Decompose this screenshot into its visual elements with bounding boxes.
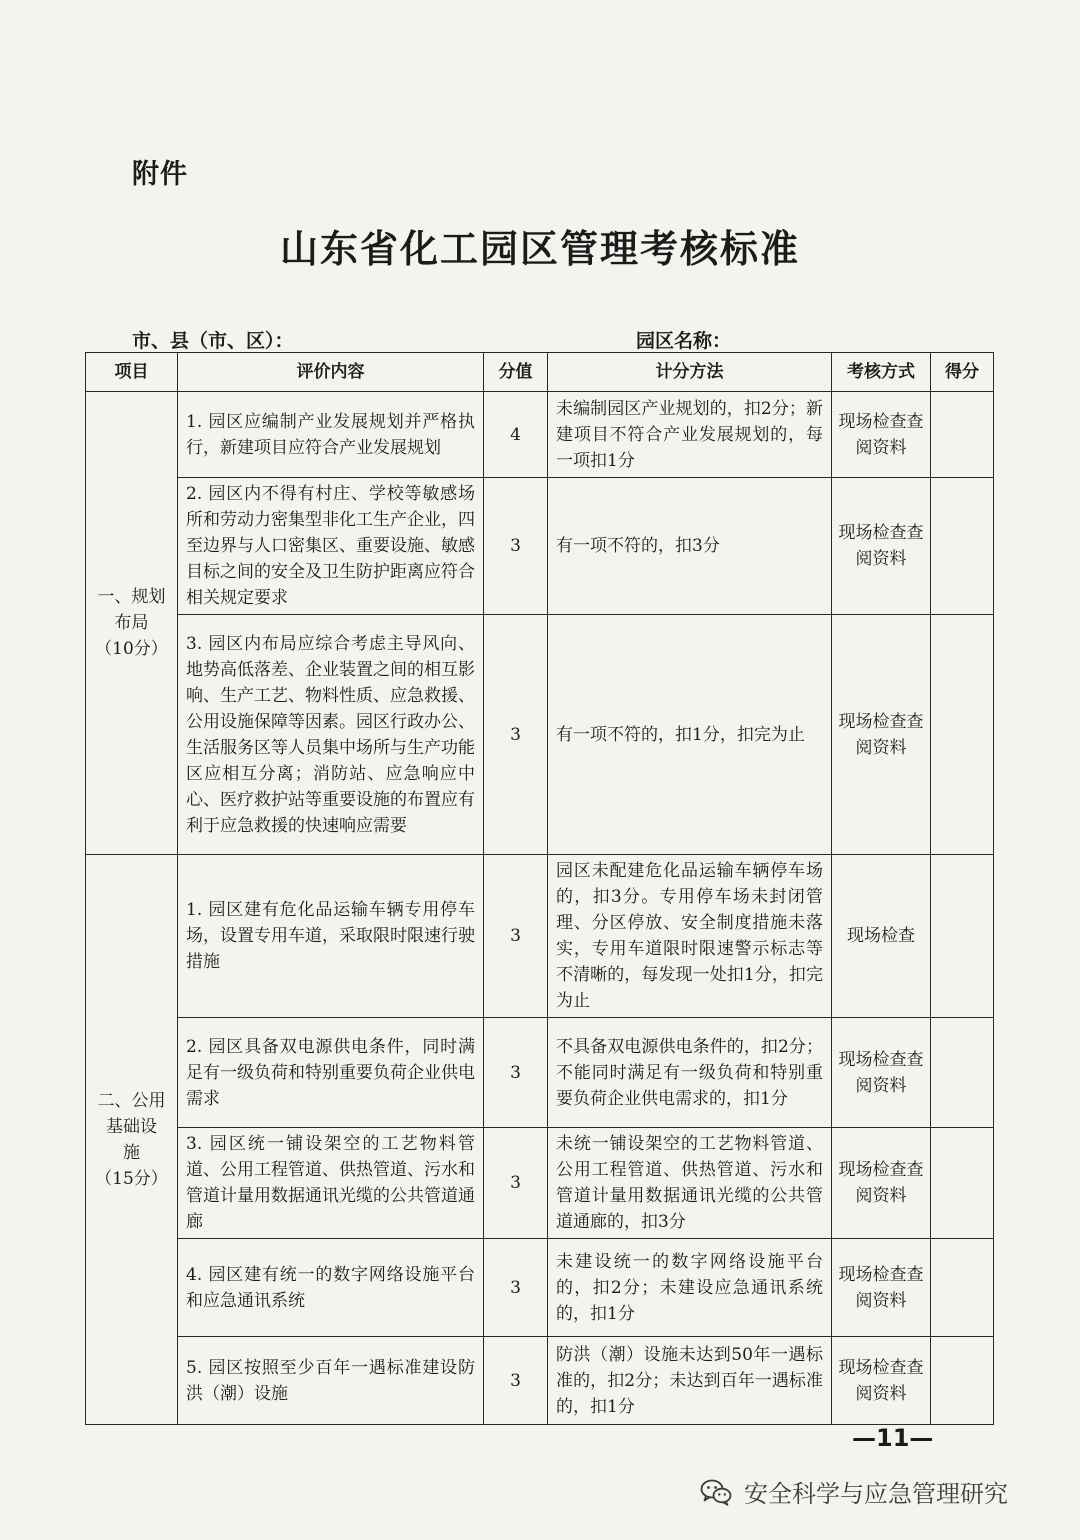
- attachment-label: 附件: [132, 159, 188, 190]
- scoring-method: 有一项不符的，扣3分: [548, 478, 832, 615]
- evaluation-content: 2. 园区具备双电源供电条件，同时满足有一级负荷和特别重要负荷企业供电需求: [178, 1018, 484, 1128]
- document-title: 山东省化工园区管理考核标准: [279, 227, 800, 271]
- evaluation-content: 1. 园区建有危化品运输车辆专用停车场，设置专用车道，采取限时限速行驶措施: [178, 855, 484, 1018]
- scoring-method: 防洪（潮）设施未达到50年一遇标准的，扣2分；未达到百年一遇标准的，扣1分: [548, 1337, 832, 1425]
- assessment-method: 现场检查查阅资料: [832, 1128, 931, 1239]
- score-value: 3: [484, 1018, 548, 1128]
- assessment-method: 现场检查查阅资料: [832, 392, 931, 478]
- scoring-method: 未建设统一的数字网络设施平台的，扣2分；未建设应急通讯系统的，扣1分: [548, 1239, 832, 1337]
- source-watermark: [700, 1474, 1008, 1509]
- scoring-method: 有一项不符的，扣1分，扣完为止: [548, 615, 832, 855]
- category-public-infrastructure: [86, 855, 178, 1425]
- park-name-field-label: 园区名称：: [636, 330, 732, 352]
- scoring-method: 未统一铺设架空的工艺物料管道、公用工程管道、供热管道、污水和管道计量用数据通讯光缆的公共管道通廊的，扣3分: [548, 1128, 832, 1239]
- category-line: 二、公用: [97, 1090, 166, 1111]
- category-line: 布局: [114, 613, 149, 633]
- score-value: 3: [484, 1128, 548, 1239]
- city-field-label: 市、县（市、区）：: [132, 330, 294, 352]
- table-row: [86, 615, 994, 855]
- points-cell[interactable]: [931, 478, 994, 615]
- evaluation-content: 1. 园区应编制产业发展规划并严格执行，新建项目应符合产业发展规划: [178, 392, 484, 478]
- category-planning-layout: [86, 392, 178, 855]
- points-cell[interactable]: [931, 1018, 994, 1128]
- scoring-method: 不具备双电源供电条件的，扣2分；不能同时满足有一级负荷和特别重要负荷企业供电需求的，扣1分: [548, 1018, 832, 1128]
- category-line: （15分）: [95, 1168, 168, 1189]
- column-header-assessment: 考核方式: [832, 353, 931, 392]
- evaluation-content: 3. 园区统一铺设架空的工艺物料管道、公用工程管道、供热管道、污水和管道计量用数据通讯光缆的公共管道通廊: [178, 1128, 484, 1239]
- score-value: 3: [484, 615, 548, 855]
- scoring-method: 园区未配建危化品运输车辆停车场的，扣3分。专用停车场未封闭管理、分区停放、安全制度措施未落实，专用车道限时限速警示标志等不清晰的，每发现一处扣1分，扣完为止: [548, 855, 832, 1018]
- table-row: [86, 392, 994, 478]
- column-header-content: 评价内容: [178, 353, 484, 392]
- page-number: —11—: [852, 1424, 934, 1452]
- assessment-method: 现场检查查阅资料: [832, 1239, 931, 1337]
- points-cell[interactable]: [931, 1239, 994, 1337]
- column-header-method: 计分方法: [548, 353, 832, 392]
- category-line: 一、规划: [97, 587, 166, 607]
- assessment-method: 现场检查查阅资料: [832, 478, 931, 615]
- category-line: 基础设: [106, 1116, 157, 1137]
- table-row: [86, 1128, 994, 1239]
- assessment-table: [85, 352, 994, 1425]
- points-cell[interactable]: [931, 1128, 994, 1239]
- table-row: [86, 1239, 994, 1337]
- assessment-method: 现场检查查阅资料: [832, 615, 931, 855]
- category-line: 施: [123, 1142, 140, 1163]
- evaluation-content: 3. 园区内布局应综合考虑主导风向、地势高低落差、企业装置之间的相互影响、生产工艺、物料性质、应急救援、公用设施保障等因素。园区行政办公、生活服务区等人员集中场所与生产功能区应相互分离；消防站、应急响应中心、医疗救护站等重要设施的布置应有利于应急救援的快速响应需要: [178, 615, 484, 855]
- score-value: 3: [484, 855, 548, 1018]
- assessment-method: 现场检查查阅资料: [832, 1337, 931, 1425]
- assessment-method: 现场检查: [832, 855, 931, 1018]
- evaluation-content: 2. 园区内不得有村庄、学校等敏感场所和劳动力密集型非化工生产企业，四至边界与人口密集区、重要设施、敏感目标之间的安全及卫生防护距离应符合相关规定要求: [178, 478, 484, 615]
- assessment-method: 现场检查查阅资料: [832, 1018, 931, 1128]
- table-header-row: [86, 353, 994, 392]
- points-cell[interactable]: [931, 392, 994, 478]
- points-cell[interactable]: [931, 1337, 994, 1425]
- table-row: [86, 855, 994, 1018]
- evaluation-content: 4. 园区建有统一的数字网络设施平台和应急通讯系统: [178, 1239, 484, 1337]
- column-header-score: 分值: [484, 353, 548, 392]
- points-cell[interactable]: [931, 855, 994, 1018]
- column-header-item: 项目: [86, 353, 178, 392]
- scoring-method: 未编制园区产业规划的，扣2分；新建项目不符合产业发展规划的，每一项扣1分: [548, 392, 832, 478]
- score-value: 4: [484, 392, 548, 478]
- table-row: [86, 478, 994, 615]
- column-header-points: 得分: [931, 353, 994, 392]
- table-row: [86, 1018, 994, 1128]
- score-value: 3: [484, 1239, 548, 1337]
- score-value: 3: [484, 478, 548, 615]
- table-row: [86, 1337, 994, 1425]
- watermark-text: 安全科学与应急管理研究: [744, 1480, 1008, 1508]
- category-line: （10分）: [95, 639, 168, 659]
- score-value: 3: [484, 1337, 548, 1425]
- wechat-icon: [700, 1478, 732, 1506]
- points-cell[interactable]: [931, 615, 994, 855]
- evaluation-content: 5. 园区按照至少百年一遇标准建设防洪（潮）设施: [178, 1337, 484, 1425]
